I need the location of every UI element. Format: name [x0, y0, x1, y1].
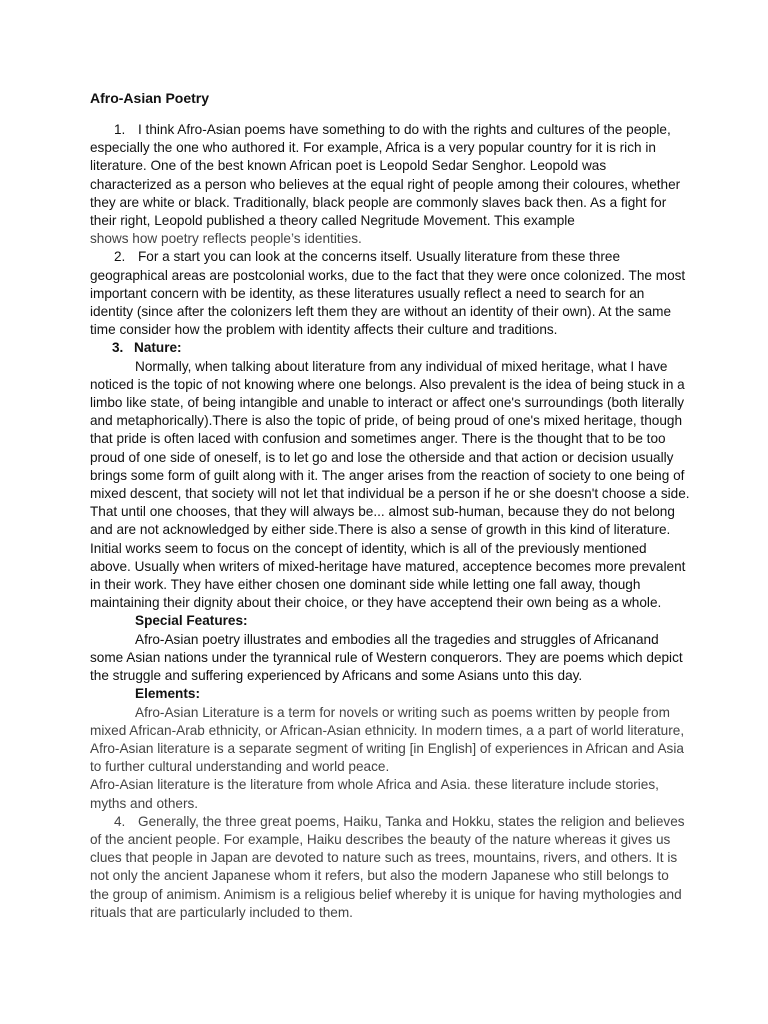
- item-3-paragraph: [90, 358, 690, 613]
- item-4-text: Generally, the three great poems, Haiku, Tanka and Hokku, states the religion and believes of the ancient people. For example, Haiku describes the beauty of the nature whereas it gives us clues that people in Japan are devoted to nature such as trees, mountains, rivers, and others. It is not only the ancient Japanese whom it refers, but also the modern Japanese who still belongs to the group of animism. Animism is a religious belief whereby it is unique for having mythologies and rituals that are particularly included to them.: [90, 813, 685, 920]
- item-2: [90, 248, 690, 339]
- document-body: [90, 121, 690, 922]
- item-3-number: 3.: [112, 340, 124, 356]
- item-3-heading-line: [90, 339, 690, 357]
- item-4-number: 4.: [114, 813, 126, 829]
- item-3-heading: Nature:: [134, 340, 182, 356]
- elements-text: Afro-Asian Literature is a term for novels or writing such as poems written by people from mixed African-Arab ethnicity, or African-Asian ethnicity. In modern times, a a part of world literature, Afro-Asian literature is a separate segment of writing [in English] of experiences in African and Asia to further cultural understanding and world peace.: [90, 704, 685, 775]
- item-1-number: 1.: [114, 122, 126, 137]
- special-features-heading-line: [90, 612, 690, 630]
- item-1: [90, 121, 690, 248]
- elements-heading: Elements:: [135, 686, 200, 702]
- item-2-number: 2.: [114, 249, 126, 265]
- item-1-text: I think Afro-Asian poems have something to do with the rights and cultures of the people, especially the one who authored it. For example, Africa is a very popular country for it is rich in literature. One of the best known African poet is Leopold Sedar Senghor. Leopold was characterized as a person who believes at the equal right of people among their coloures, whether they are white or black. Traditionally, black people are commonly slaves back then. As a fight for their right, Leopold published a theory called Negritude Movement. This example: [90, 122, 681, 229]
- special-features-heading: Special Features:: [135, 613, 248, 629]
- item-1-tail: shows how poetry reflects people’s identities.: [90, 231, 362, 247]
- special-features-text: Afro-Asian poetry illustrates and embodies all the tragedies and struggles of Africanand some Asian nations under the tyrannical rule of Western conquerors. They are poems which depict the struggle and suffering experienced by Africans and some Asians unto this day.: [90, 631, 683, 684]
- item-4: [90, 813, 690, 922]
- elements-paragraph-2: [90, 776, 690, 812]
- document-title: Afro-Asian Poetry: [90, 90, 210, 106]
- special-features-paragraph: [90, 631, 690, 686]
- elements-heading-line: [90, 685, 690, 703]
- elements-paragraph: [90, 704, 690, 777]
- elements-text-2: Afro-Asian literature is the literature from whole Africa and Asia. these literature include stories, myths and others.: [90, 777, 659, 811]
- item-2-text: For a start you can look at the concerns itself. Usually literature from these three geographical areas are postcolonial works, due to the fact that they were once colonized. The most important concern with be identity, as these literatures usually reflect a need to search for an identity (since after the colonizers left them they are without an identity of their own). At the same time consider how the problem with identity affects their culture and traditions.: [90, 249, 686, 338]
- item-3-text: Normally, when talking about literature from any individual of mixed heritage, what I have noticed is the topic of not knowing where one belongs. Also prevalent is the idea of being stuck in a limbo like state, of being intangible and unable to interact or affect one's surroundings (both literally and metaphorically).There is also the topic of pride, of being proud of one's mixed heritage, though that pride is often laced with confusion and sometimes anger. There is the thought that to be too proud of one side of oneself, is to let go and lose the otherside and that action or decision usually brings some form of guilt along with it. The anger arises from the reaction of society to one being of mixed descent, that society will not let that individual be a person if he or she doesn't choose a side. That until one chooses, that they will always be... almost sub-human, because they do not belong and are not acknowledged by either side.There is also a sense of growth in this kind of literature. Initial works seem to focus on the concept of identity, which is all of the previously mentioned above. Usually when writers of mixed-heritage have matured, acceptence becomes more prevalent in their work. They have either chosen one dominant side while letting one fall away, though maintaining their dignity about their choice, or they have acceptend their own being as a whole.: [90, 358, 690, 611]
